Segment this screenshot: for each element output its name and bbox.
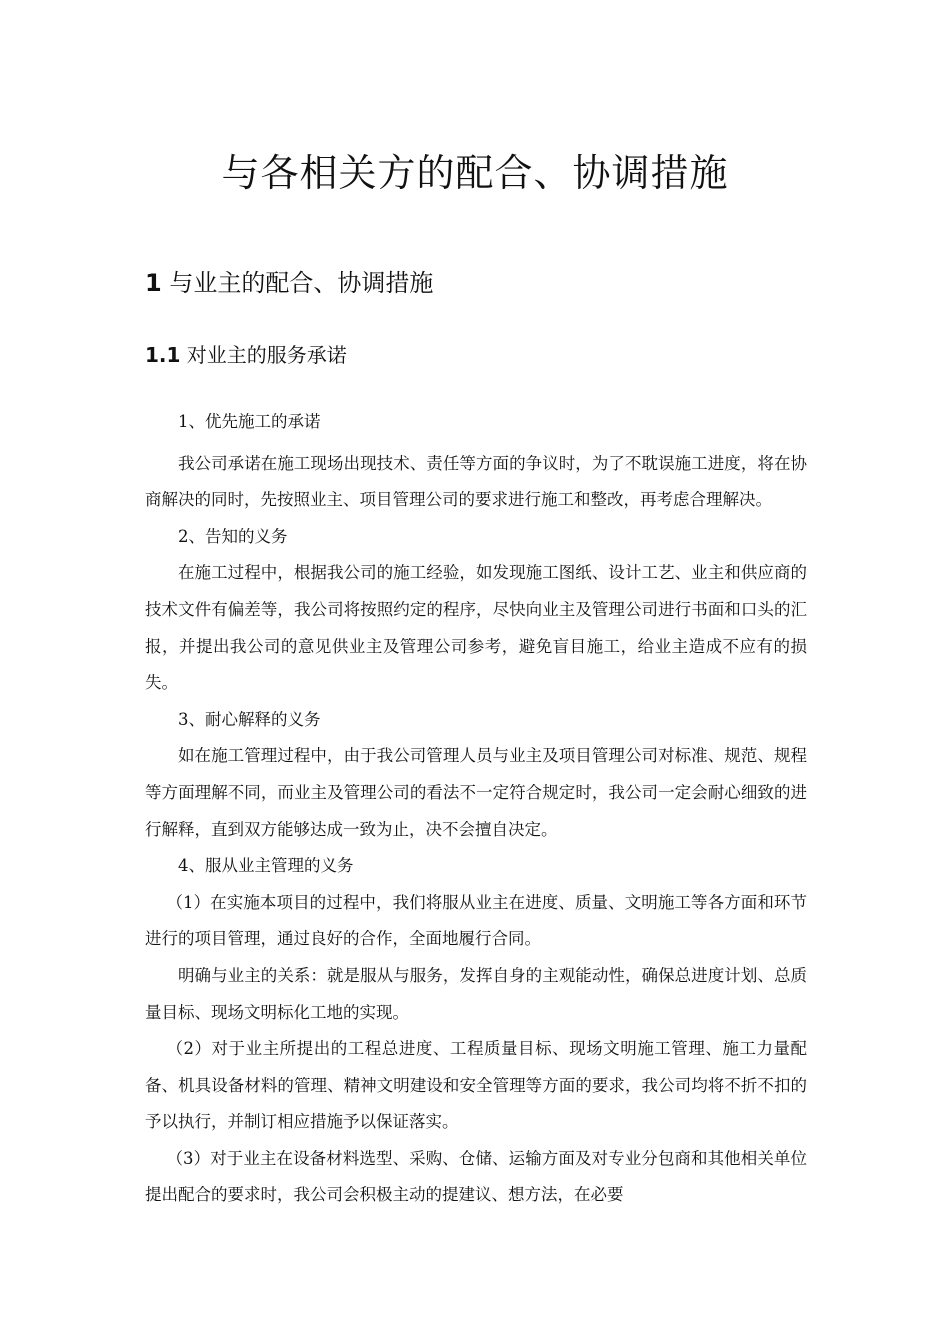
section-number: 1 — [145, 269, 162, 297]
section-heading-1-1 — [145, 340, 347, 370]
paragraph: 明确与业主的关系：就是服从与服务，发挥自身的主观能动性，确保总进度计划、总质量目标、现场文明标化工地的实现。 — [145, 965, 807, 1022]
paragraph: 我公司承诺在施工现场出现技术、责任等方面的争议时，为了不耽误施工进度，将在协商解决的同时，先按照业主、项目管理公司的要求进行施工和整改，再考虑合理解决。 — [145, 453, 807, 510]
document-body — [145, 404, 807, 1214]
section-heading-1 — [145, 266, 433, 300]
subsection-number: 1.1 — [145, 343, 181, 367]
section-title: 与业主的配合、协调措施 — [169, 269, 434, 297]
subsection-title: 对业主的服务承诺 — [186, 343, 347, 367]
list-heading-3: 3、耐心解释的义务 — [178, 709, 321, 729]
document-title: 与各相关方的配合、协调措施 — [221, 151, 729, 195]
paragraph: 在施工过程中，根据我公司的施工经验，如发现施工图纸、设计工艺、业主和供应商的技术文件有偏差等，我公司将按照约定的程序，尽快向业主及管理公司进行书面和口头的汇报，并提出我公司的意见供业主及管理公司参考，避免盲目施工，给业主造成不应有的损失。 — [145, 563, 807, 693]
list-heading-2: 2、告知的义务 — [178, 526, 288, 546]
paragraph: （2）对于业主所提出的工程总进度、工程质量目标、现场文明施工管理、施工力量配备、机具设备材料的管理、精神文明建设和安全管理等方面的要求，我公司均将不折不扣的予以执行，并制订相应措施予以保证落实。 — [145, 1039, 807, 1132]
list-heading-1: 1、优先施工的承诺 — [178, 412, 321, 431]
paragraph: 如在施工管理过程中，由于我公司管理人员与业主及项目管理公司对标准、规范、规程等方面理解不同，而业主及管理公司的看法不一定符合规定时，我公司一定会耐心细致的进行解释，直到双方能够达成一致为止，决不会擅自决定。 — [145, 746, 807, 839]
paragraph: （1）在实施本项目的过程中，我们将服从业主在进度、质量、文明施工等各方面和环节进行的项目管理，通过良好的合作，全面地履行合同。 — [145, 892, 807, 949]
list-heading-4: 4、服从业主管理的义务 — [178, 856, 354, 876]
paragraph: （3）对于业主在设备材料选型、采购、仓储、运输方面及对专业分包商和其他相关单位提出配合的要求时，我公司会积极主动的提建议、想方法，在必要 — [145, 1148, 807, 1205]
